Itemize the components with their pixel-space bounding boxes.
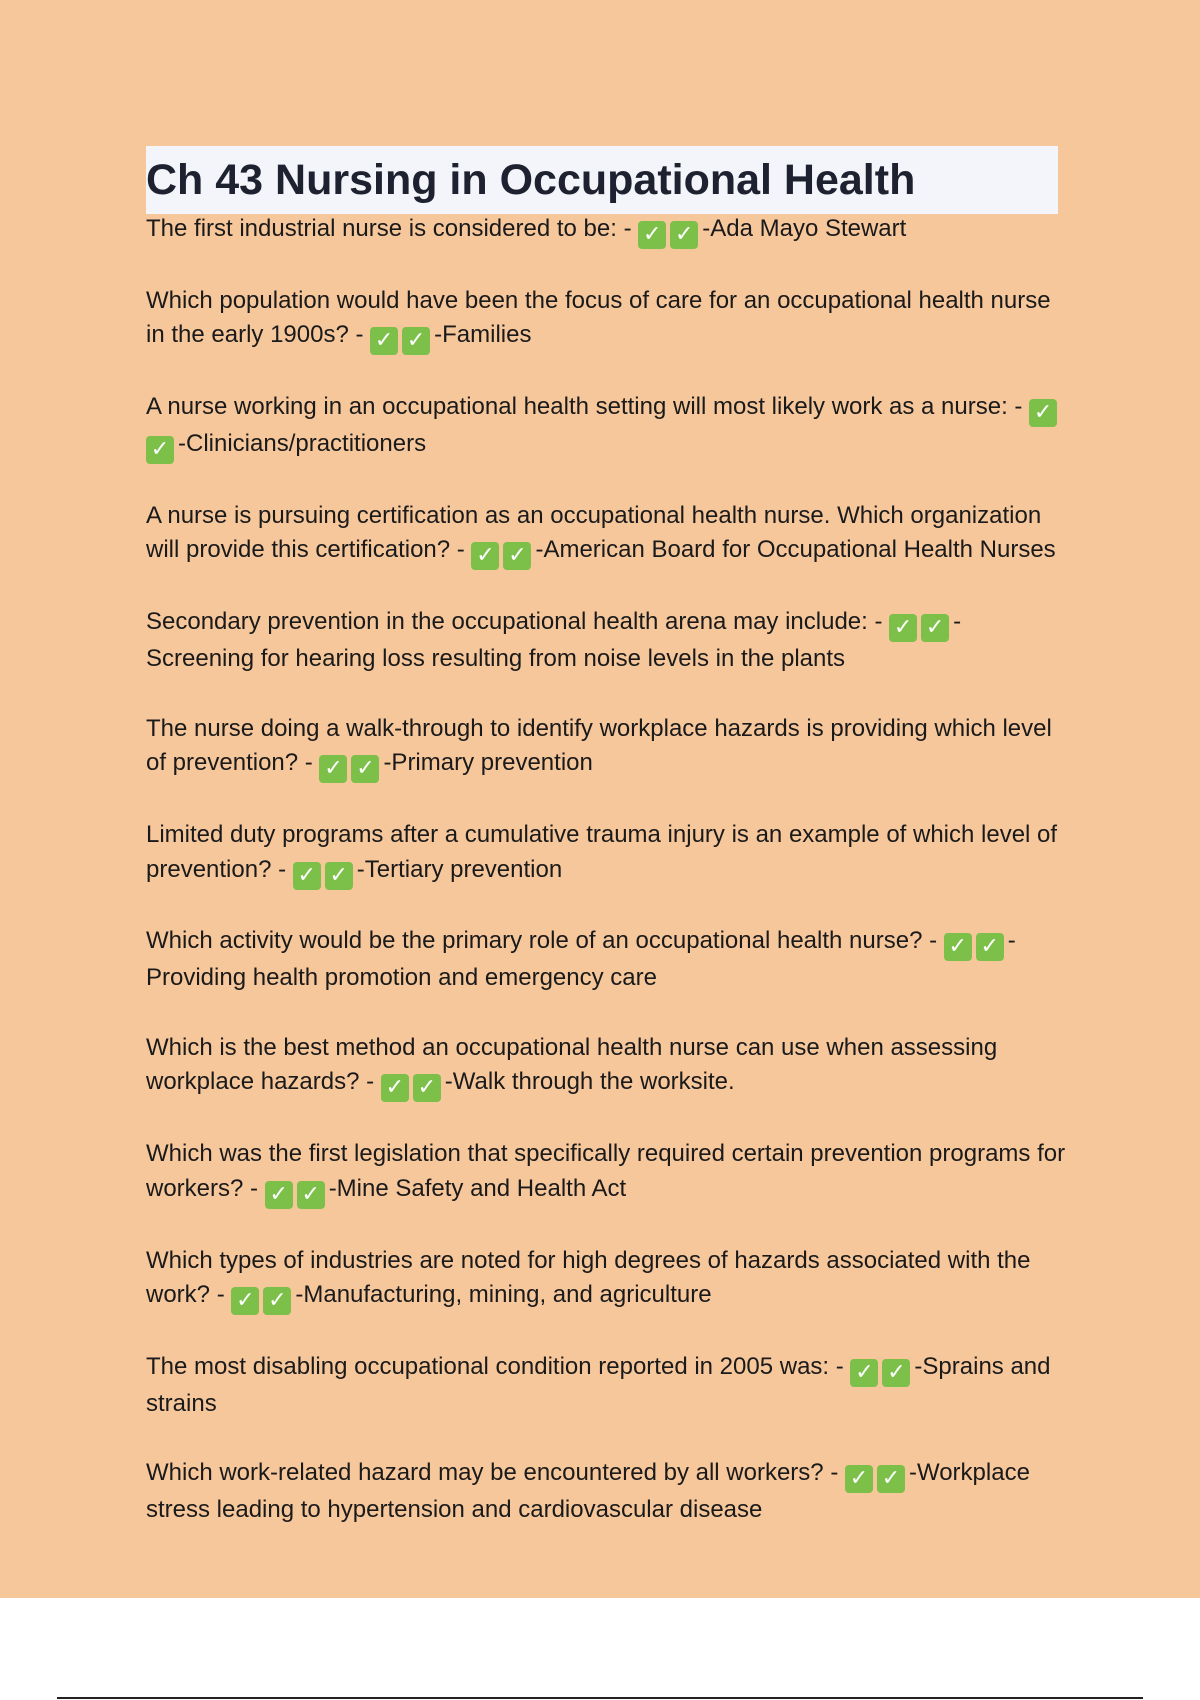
qa-item [146, 1137, 1066, 1209]
question-text: The most disabling occupational condition reported in 2005 was: - [146, 1352, 851, 1380]
question-text: A nurse working in an occupational health setting will most likely work as a nurse: - [146, 393, 1030, 421]
answer-text: -Sprains and strains [146, 1352, 1051, 1417]
question-text: Which work-related hazard may be encountered by all workers? - [146, 1459, 845, 1487]
answer-text: -Walk through the worksite. [444, 1068, 735, 1096]
question-text: The nurse doing a walk-through to identify workplace hazards is providing which level of prevention? - [146, 714, 1052, 777]
check-mark-icon: ✓ [263, 1287, 291, 1315]
answer-text: -Screening for hearing loss resulting from noise levels in the plants [146, 608, 962, 673]
answer-text: -Mine Safety and Health Act [328, 1174, 627, 1202]
qa-item [146, 284, 1066, 356]
answer-text: -Providing health promotion and emergency care [146, 927, 1016, 992]
check-mark-icon: ✓ [670, 221, 698, 249]
answer-text: -Primary prevention [383, 749, 593, 777]
footer-divider [57, 1697, 1143, 1699]
question-text: Limited duty programs after a cumulative trauma injury is an example of which level of prevention? - [146, 820, 1058, 883]
check-mark-icon: ✓ [231, 1287, 259, 1315]
check-mark-icon: ✓ [921, 614, 949, 642]
check-mark-icon: ✓ [146, 436, 174, 464]
check-mark-icon: ✓ [413, 1074, 441, 1102]
qa-list [146, 212, 1066, 1563]
check-mark-icon: ✓ [471, 542, 499, 570]
qa-item [146, 212, 1066, 249]
answer-text: -Tertiary prevention [356, 855, 563, 883]
question-text: Secondary prevention in the occupational health arena may include: - [146, 608, 890, 636]
check-mark-icon: ✓ [265, 1181, 293, 1209]
qa-item [146, 605, 1066, 677]
check-mark-icon: ✓ [370, 327, 398, 355]
qa-item [146, 1244, 1066, 1316]
answer-text: -Ada Mayo Stewart [702, 215, 907, 242]
question-text: Which activity would be the primary role of an occupational health nurse? - [146, 927, 944, 955]
check-mark-icon: ✓ [297, 1181, 325, 1209]
check-mark-icon: ✓ [351, 755, 379, 783]
check-mark-icon: ✓ [638, 221, 666, 249]
question-text: The first industrial nurse is considered to be: - [146, 215, 639, 242]
page-title: Ch 43 Nursing in Occupational Health [146, 156, 916, 204]
question-text: Which is the best method an occupational health nurse can use when assessing workplace hazards? - [146, 1033, 998, 1096]
check-mark-icon: ✓ [293, 862, 321, 890]
qa-item [146, 1350, 1066, 1422]
check-mark-icon: ✓ [325, 862, 353, 890]
check-mark-icon: ✓ [381, 1074, 409, 1102]
check-mark-icon: ✓ [889, 614, 917, 642]
question-text: Which types of industries are noted for high degrees of hazards associated with the work? - [146, 1246, 1031, 1309]
answer-text: -American Board for Occupational Health Nurses [535, 536, 1056, 564]
qa-item [146, 499, 1066, 571]
answer-text: -Workplace stress leading to hypertension and cardiovascular disease [146, 1459, 1030, 1524]
qa-item [146, 818, 1066, 890]
check-mark-icon: ✓ [944, 933, 972, 961]
answer-text: -Clinicians/practitioners [178, 430, 427, 458]
answer-text: -Families [434, 321, 532, 349]
qa-item [146, 1456, 1066, 1528]
question-text: Which population would have been the focus of care for an occupational health nurse in the early 1900s? - [146, 286, 1051, 349]
qa-item [146, 390, 1066, 464]
question-text: Which was the first legislation that specifically required certain prevention programs for workers? - [146, 1140, 1066, 1202]
qa-item [146, 1031, 1066, 1103]
check-mark-icon: ✓ [877, 1465, 905, 1493]
check-mark-icon: ✓ [845, 1465, 873, 1493]
check-mark-icon: ✓ [850, 1359, 878, 1387]
qa-item [146, 712, 1066, 784]
qa-item [146, 924, 1066, 996]
check-mark-icon: ✓ [1029, 399, 1057, 427]
check-mark-icon: ✓ [402, 327, 430, 355]
check-mark-icon: ✓ [882, 1359, 910, 1387]
question-text: A nurse is pursuing certification as an occupational health nurse. Which organization will provide this certification? - [146, 501, 1042, 564]
check-mark-icon: ✓ [503, 542, 531, 570]
check-mark-icon: ✓ [319, 755, 347, 783]
check-mark-icon: ✓ [976, 933, 1004, 961]
answer-text: -Manufacturing, mining, and agriculture [295, 1281, 712, 1309]
